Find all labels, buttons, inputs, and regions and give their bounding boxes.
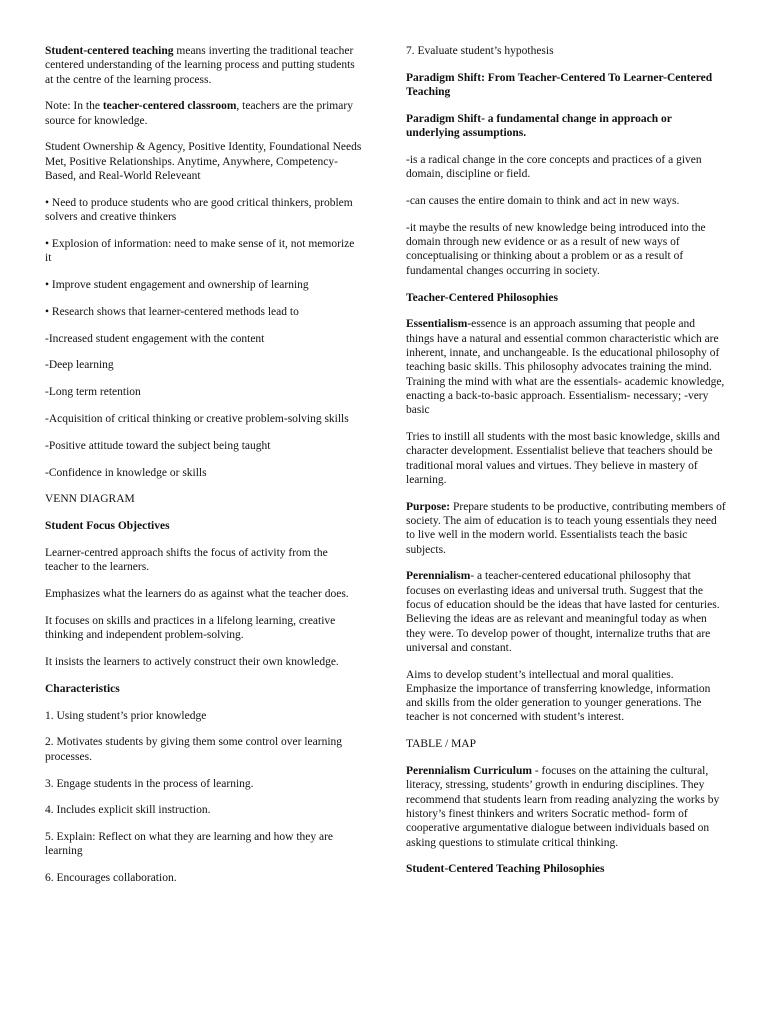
focus-paragraph: Emphasizes what the learners do as against what the teacher does. [45,588,349,601]
paradigm-paragraph: -can causes the entire domain to think and act in new ways. [406,195,680,208]
dash-item: -Acquisition of critical thinking or creative problem-solving skills [45,413,349,426]
bullet-item: • Need to produce students who are good critical thinkers, problem solvers and creative thinkers [45,196,353,224]
bullet-item: • Research shows that learner-centered methods lead to [45,305,299,318]
curriculum-paragraph [406,764,726,850]
characteristic-item: 7. Evaluate student’s hypothesis [406,45,554,57]
bullet-item: • Improve student engagement and ownership of learning [45,279,309,292]
bullet-item: • Explosion of information: need to make sense of it, not memorize it [45,237,355,265]
note-prefix: Note: In the [45,100,103,113]
note-term: teacher-centered classroom [102,100,237,113]
curriculum-term: Perennialism Curriculum [406,765,532,778]
intro-text: means inverting the traditional teacher centered understanding of the learning process and putting students at the centre of the learning process. [45,45,355,86]
note-suffix: , teachers are the primary source for knowledge. [45,100,353,127]
left-column [45,44,363,898]
dash-item: -Increased student engagement with the content [45,332,265,345]
purpose-term: Purpose: [406,500,451,513]
paradigm-shift-heading: Paradigm Shift: From Teacher-Centered To Learner-Centered Teaching [406,71,713,99]
perennialism-paragraph [406,569,726,655]
perennialism-term: Perennialism [406,570,471,583]
ownership-paragraph: Student Ownership & Agency, Positive Identity, Foundational Needs Met, Positive Relationships. Anytime, Anywhere, Competency-Based, and Real-World Releveant [45,141,362,183]
dash-item: -Long term retention [45,386,141,399]
focus-heading: Student Focus Objectives [45,520,170,533]
dash-item: -Deep learning [45,359,114,372]
characteristic-item: 2. Motivates students by giving them some control over learning processes. [45,736,343,763]
teacher-centered-heading: Teacher-Centered Philosophies [406,291,558,304]
paradigm-shift-definition: Paradigm Shift- a fundamental change in approach or underlying assumptions. [406,112,672,140]
intro-paragraph [45,44,363,87]
intro-term: Student-centered teaching [45,45,174,57]
aims-paragraph: Aims to develop student’s intellectual and moral qualities. Emphasize the importance of transferring knowledge, information and skills from the older generation to younger generations. The teacher is not concerned with student’s interest. [406,668,711,724]
focus-paragraph: It insists the learners to actively construct their own knowledge. [45,656,339,669]
purpose-paragraph [406,500,726,557]
dash-item: -Confidence in knowledge or skills [45,466,207,479]
characteristic-item: 3. Engage students in the process of learning. [45,777,254,790]
table-map-label: TABLE / MAP [406,738,476,751]
purpose-text: Prepare students to be productive, contributing members of society. The aim of education is to teach young essentials they need to live well in the modern world. Essentialists teach the basic subjects. [406,500,726,556]
right-column [406,44,726,889]
focus-paragraph: Learner-centred approach shifts the focus of activity from the teacher to the learners. [45,547,328,574]
essentialism-paragraph [406,317,726,417]
paradigm-paragraph: -is a radical change in the core concepts and practices of a given domain, discipline or field. [406,153,702,181]
dash-item: -Positive attitude toward the subject being taught [45,439,271,452]
characteristics-heading: Characteristics [45,682,120,695]
essentialism-paragraph-2: Tries to instill all students with the most basic knowledge, skills and character development. Essentialist believe that teachers should be traditional moral values and virtues. They believe in mastery of learning. [406,430,720,486]
characteristic-item: 1. Using student’s prior knowledge [45,709,207,722]
perennialism-text: - a teacher-centered educational philosophy that focuses on everlasting ideas and universal truth. Suggest that the focus of education should be the ideas that have lasted for centuries. Believing the ideas are as relevant and meaningful today as when they were. To develop power of thought, internalize truths that are universal and constant. [406,570,720,654]
characteristic-item: 6. Encourages collaboration. [45,872,177,885]
characteristic-item: 4. Includes explicit skill instruction. [45,804,211,817]
focus-paragraph: It focuses on skills and practices in a lifelong learning, creative thinking and independent problem-solving. [45,614,336,642]
essentialism-text: essence is an approach assuming that people and things have a natural and essential common characteristic which are inherent, innate, and unchangeable. Is the educational philosophy of teaching basic skills. This philosophy advocates training the mind. Training the mind with what are the essentials- academic knowledge, enacting a back-to-basic approach. Essentialism- necessary; -very basic [406,318,725,417]
note-paragraph [45,99,363,128]
venn-diagram-label: VENN DIAGRAM [45,493,135,506]
curriculum-text: - focuses on the attaining the cultural, literacy, stressing, students’ growth in enduring disciplines. They recommend that students learn from reading analyzing the works by history’s finest thinkers and writers Socratic method- form of cooperative argumentative dialogue between individuals based on asking questions to stimulate critical thinking. [406,765,720,849]
paradigm-paragraph: -it maybe the results of new knowledge being introduced into the domain through new evidence or as a result of new ways of conceptualising or thinking about a problem or as a result of fundamental changes occurring in society. [406,221,706,277]
student-centered-heading: Student-Centered Teaching Philosophies [406,863,605,876]
characteristic-item: 5. Explain: Reflect on what they are learning and how they are learning [45,831,334,858]
essentialism-term: Essentialism- [406,318,472,331]
